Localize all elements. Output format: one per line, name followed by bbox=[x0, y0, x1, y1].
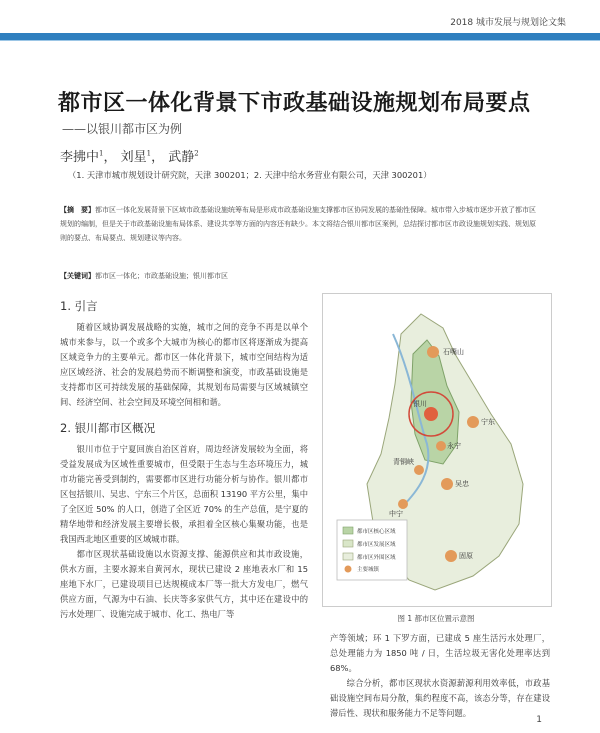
legend-item-3: 都市区外围区域 bbox=[357, 555, 396, 561]
location-map bbox=[323, 294, 551, 606]
right-column bbox=[330, 631, 550, 721]
location-map-figure bbox=[322, 293, 552, 607]
map-label-guyuan: 固原 bbox=[459, 552, 473, 560]
map-node-wuzhong bbox=[441, 478, 453, 490]
keywords bbox=[60, 271, 540, 281]
paper-subtitle: ——以银川都市区为例 bbox=[62, 122, 183, 136]
page-number: 1 bbox=[536, 715, 542, 725]
map-node-qingtongxia bbox=[414, 465, 424, 475]
author-3-sup: 2 bbox=[194, 149, 199, 158]
author-2-sup: 1 bbox=[146, 149, 152, 158]
running-header: 2018 城市发展与规划论文集 bbox=[450, 18, 566, 28]
keywords-text: 都市区一体化；市政基础设施；银川都市区 bbox=[95, 272, 228, 280]
map-label-yongning: 永宁 bbox=[447, 442, 461, 450]
author-2: 刘星 bbox=[120, 150, 147, 165]
paper-title: 都市区一体化背景下市政基础设施规划布局要点 bbox=[58, 91, 531, 116]
right-paragraph-2: 综合分析，都市区现状水资源薪源利用效率低，市政基础设施空间布局分散，集约程度不高，该态分等，存在建设滞后性、现状和服务能力不足等问题。 bbox=[330, 678, 550, 718]
section-2-paragraph-2: 都市区现状基础设施以水资源支撑、能源供应和其市政设施，供水方面，主要水源来自黄河水，现状已建设 2 座地表水厂和 15 座地下水厂，已建设项目已达规模成本厂等一批大方发电厂，燃气供应方面，气源为中石油、长庆等多家供气方，其中还在建设中的污水处理厂、设施完成于城市、化工、热电厂等 bbox=[60, 549, 308, 619]
section-2-paragraph-1: 银川市位于宁夏回族自治区首府，周边经济发展较为全面，将受益发展成为区域性重要城市，但受限于生态与生态环境压力，城市功能完善受到制约，需要都市区进行功能分析与协作。银川都市区包括银川、吴忠、宁东三个片区，总面积 13190 平方公里，集中了全区近 50% 的人口，创造了全区近 70% 的生产总值，是宁夏的精华地带和经济发展主要增长极，承担着全区核心集聚功能，也是我国西北地区重要的区域城市群。 bbox=[60, 444, 308, 544]
legend-item-1: 都市区核心区域 bbox=[357, 529, 396, 535]
map-legend bbox=[337, 520, 407, 580]
map-node-zhongning bbox=[398, 499, 408, 509]
right-paragraph-1: 产等领域；环 1 下罗方面，已建成 5 座生活污水处理厂，总处理能力为 1850 吨 / 日，生活垃圾无害化处理率达到 68%。 bbox=[330, 633, 550, 673]
map-node-ningdong bbox=[467, 416, 479, 428]
map-node-shizuishan bbox=[427, 346, 439, 358]
author-1: 李拂中 bbox=[60, 150, 100, 165]
map-node-yinchuan bbox=[424, 407, 438, 421]
map-label-ningdong: 宁东 bbox=[481, 418, 495, 426]
left-column bbox=[60, 294, 308, 622]
section-1-heading: 1. 引言 bbox=[60, 299, 98, 313]
keywords-label: 【关键词】 bbox=[60, 272, 95, 280]
map-label-wuzhong: 吴忠 bbox=[455, 480, 469, 488]
affiliation: （1. 天津市城市规划设计研究院，天津 300201；2. 天津中给水务营业有限公司，天津 300201） bbox=[68, 170, 432, 180]
header-bar-thin bbox=[0, 40, 600, 41]
section-2-heading: 2. 银川都市区概况 bbox=[60, 421, 156, 435]
legend-item-4: 主要城镇 bbox=[357, 567, 380, 573]
figure-caption: 图 1 都市区位置示意图 bbox=[397, 614, 475, 623]
abstract-text: 都市区一体化发展背景下区域市政基础设施统筹布局是形成市政基础设施支撑都市区协同发展的基础性保障。城市带入步城市逐步开放了都市区规划的编制，但是关于市政基础设施布局体系、建设共享等方面的内容还有缺少。本文将结合银川都市区案例，总结探讨都市区市政设施规划实践、规划原则的要点、布局要点、规划建议等内容。 bbox=[60, 206, 536, 242]
map-label-zhongning: 中宁 bbox=[389, 510, 403, 518]
abstract-label: 【摘 要】 bbox=[60, 206, 95, 214]
section-1-paragraph: 随着区域协调发展战略的实施，城市之间的竞争不再是以单个城市来参与，以一个或多个大城市为核心的都市区将逐渐成为提高区域竞争力的主要单元。都市区一体化背景下，城市空间结构为适应区域经济、社会的发展趋势而不断调整和演变，市政基础设施是支持都市区可持续发展的基础保障，其规划布局需要与区域城镇空间、经济空间、社会空间及环境空间相和谐。 bbox=[60, 322, 308, 407]
map-label-yinchuan: 银川 bbox=[413, 400, 427, 408]
header-bar bbox=[0, 33, 600, 40]
map-node-guyuan bbox=[445, 550, 457, 562]
author-1-sup: 1 bbox=[99, 149, 104, 158]
map-label-shizuishan: 石嘴山 bbox=[443, 348, 464, 356]
legend-item-2: 都市区发展区域 bbox=[357, 542, 396, 548]
map-label-qingtongxia: 青铜峡 bbox=[393, 458, 414, 466]
author-line: 李拂中$^1$， 刘星$^1$， 武静$^2$ bbox=[60, 149, 199, 165]
abstract bbox=[60, 203, 540, 245]
map-node-yongning bbox=[436, 441, 446, 451]
author-3: 武静 bbox=[168, 150, 195, 165]
